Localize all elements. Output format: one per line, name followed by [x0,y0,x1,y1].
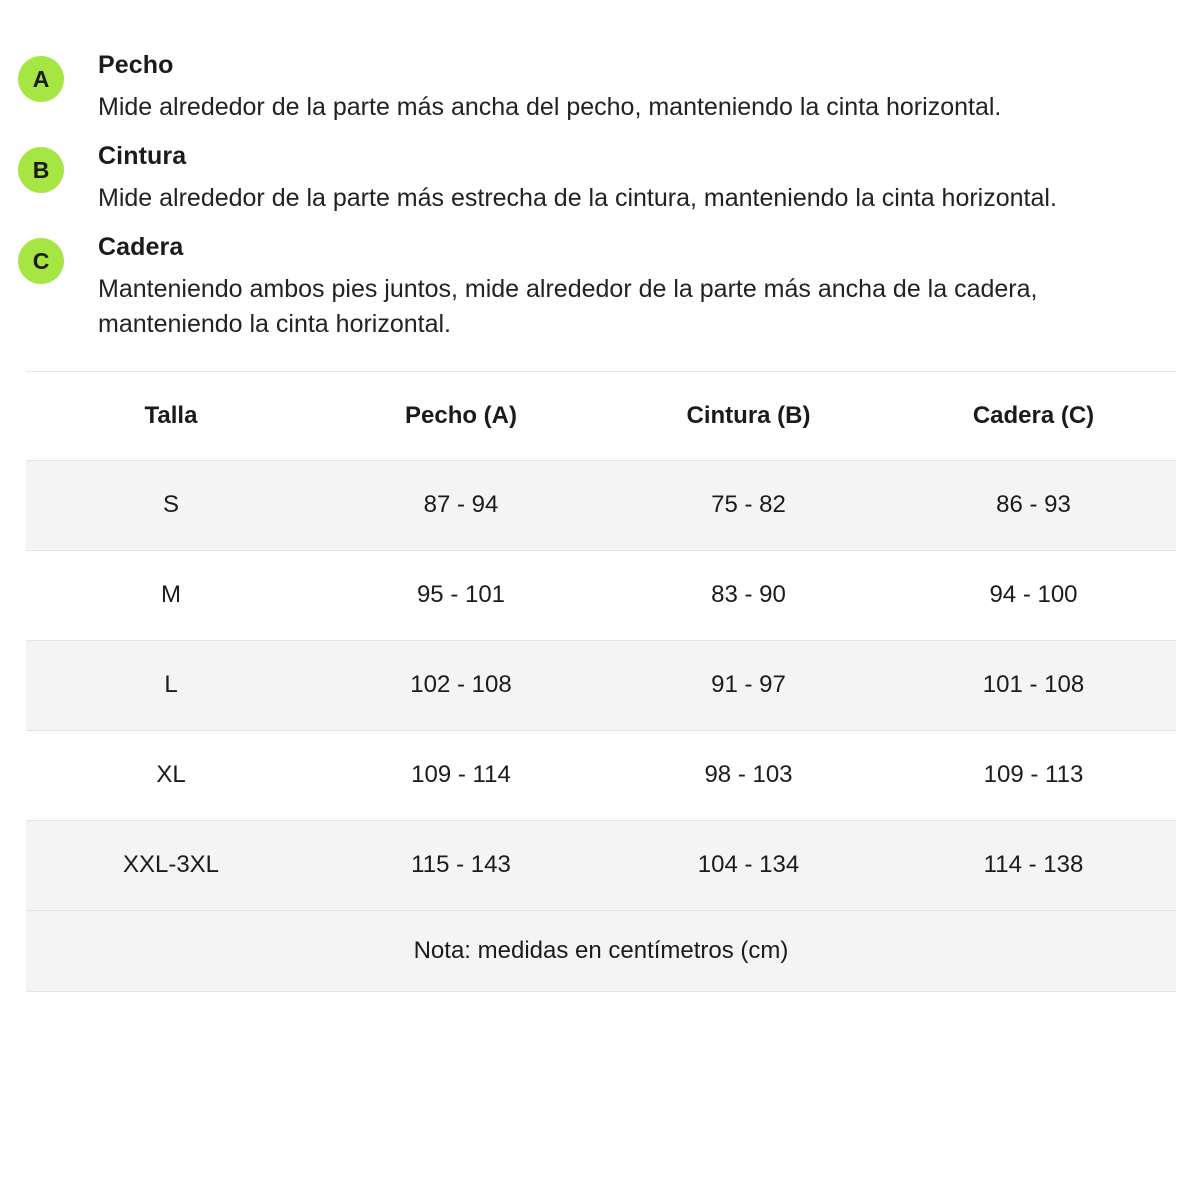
header-pecho: Pecho (A) [316,371,606,460]
guide-item-cintura [18,143,1170,216]
size-chart-table [26,371,1176,992]
table-note-row [26,910,1176,991]
cell-pecho: 109 - 114 [316,730,606,820]
cell-talla: L [26,640,316,730]
badge-a: A [18,56,64,102]
cell-pecho: 95 - 101 [316,550,606,640]
cell-cadera: 114 - 138 [891,820,1176,910]
header-cintura: Cintura (B) [606,371,891,460]
cell-cadera: 109 - 113 [891,730,1176,820]
header-talla: Talla [26,371,316,460]
cell-talla: S [26,460,316,550]
badge-c: C [18,238,64,284]
cell-talla: XXL-3XL [26,820,316,910]
measurement-guide [18,52,1170,343]
guide-item-pecho [18,52,1170,125]
table-row [26,460,1176,550]
guide-text-cadera [98,234,1098,343]
table-row [26,730,1176,820]
guide-title-cadera: Cadera [98,233,184,261]
guide-desc-cintura: Mide alrededor de la parte más estrecha de la cintura, manteniendo la cinta horizontal. [98,183,1057,212]
guide-desc-pecho: Mide alrededor de la parte más ancha del pecho, manteniendo la cinta horizontal. [98,92,1002,121]
table-row [26,820,1176,910]
table-row [26,640,1176,730]
table-footer [26,910,1176,991]
cell-talla: M [26,550,316,640]
guide-text-pecho [98,52,1001,125]
cell-cadera: 86 - 93 [891,460,1176,550]
table-header [26,371,1176,460]
cell-cadera: 94 - 100 [891,550,1176,640]
cell-cintura: 104 - 134 [606,820,891,910]
guide-title-pecho: Pecho [98,51,174,79]
cell-cintura: 75 - 82 [606,460,891,550]
badge-b: B [18,147,64,193]
table-note: Nota: medidas en centímetros (cm) [26,910,1176,991]
table-body [26,460,1176,910]
cell-talla: XL [26,730,316,820]
guide-text-cintura [98,143,1057,216]
guide-desc-cadera: Manteniendo ambos pies juntos, mide alrededor de la parte más ancha de la cadera, manteniendo la cinta horizontal. [98,274,1038,338]
cell-cintura: 91 - 97 [606,640,891,730]
cell-cadera: 101 - 108 [891,640,1176,730]
guide-title-cintura: Cintura [98,142,187,170]
guide-item-cadera [18,234,1170,343]
cell-cintura: 98 - 103 [606,730,891,820]
cell-pecho: 102 - 108 [316,640,606,730]
cell-pecho: 87 - 94 [316,460,606,550]
table-header-row [26,371,1176,460]
header-cadera: Cadera (C) [891,371,1176,460]
cell-cintura: 83 - 90 [606,550,891,640]
table-row [26,550,1176,640]
cell-pecho: 115 - 143 [316,820,606,910]
